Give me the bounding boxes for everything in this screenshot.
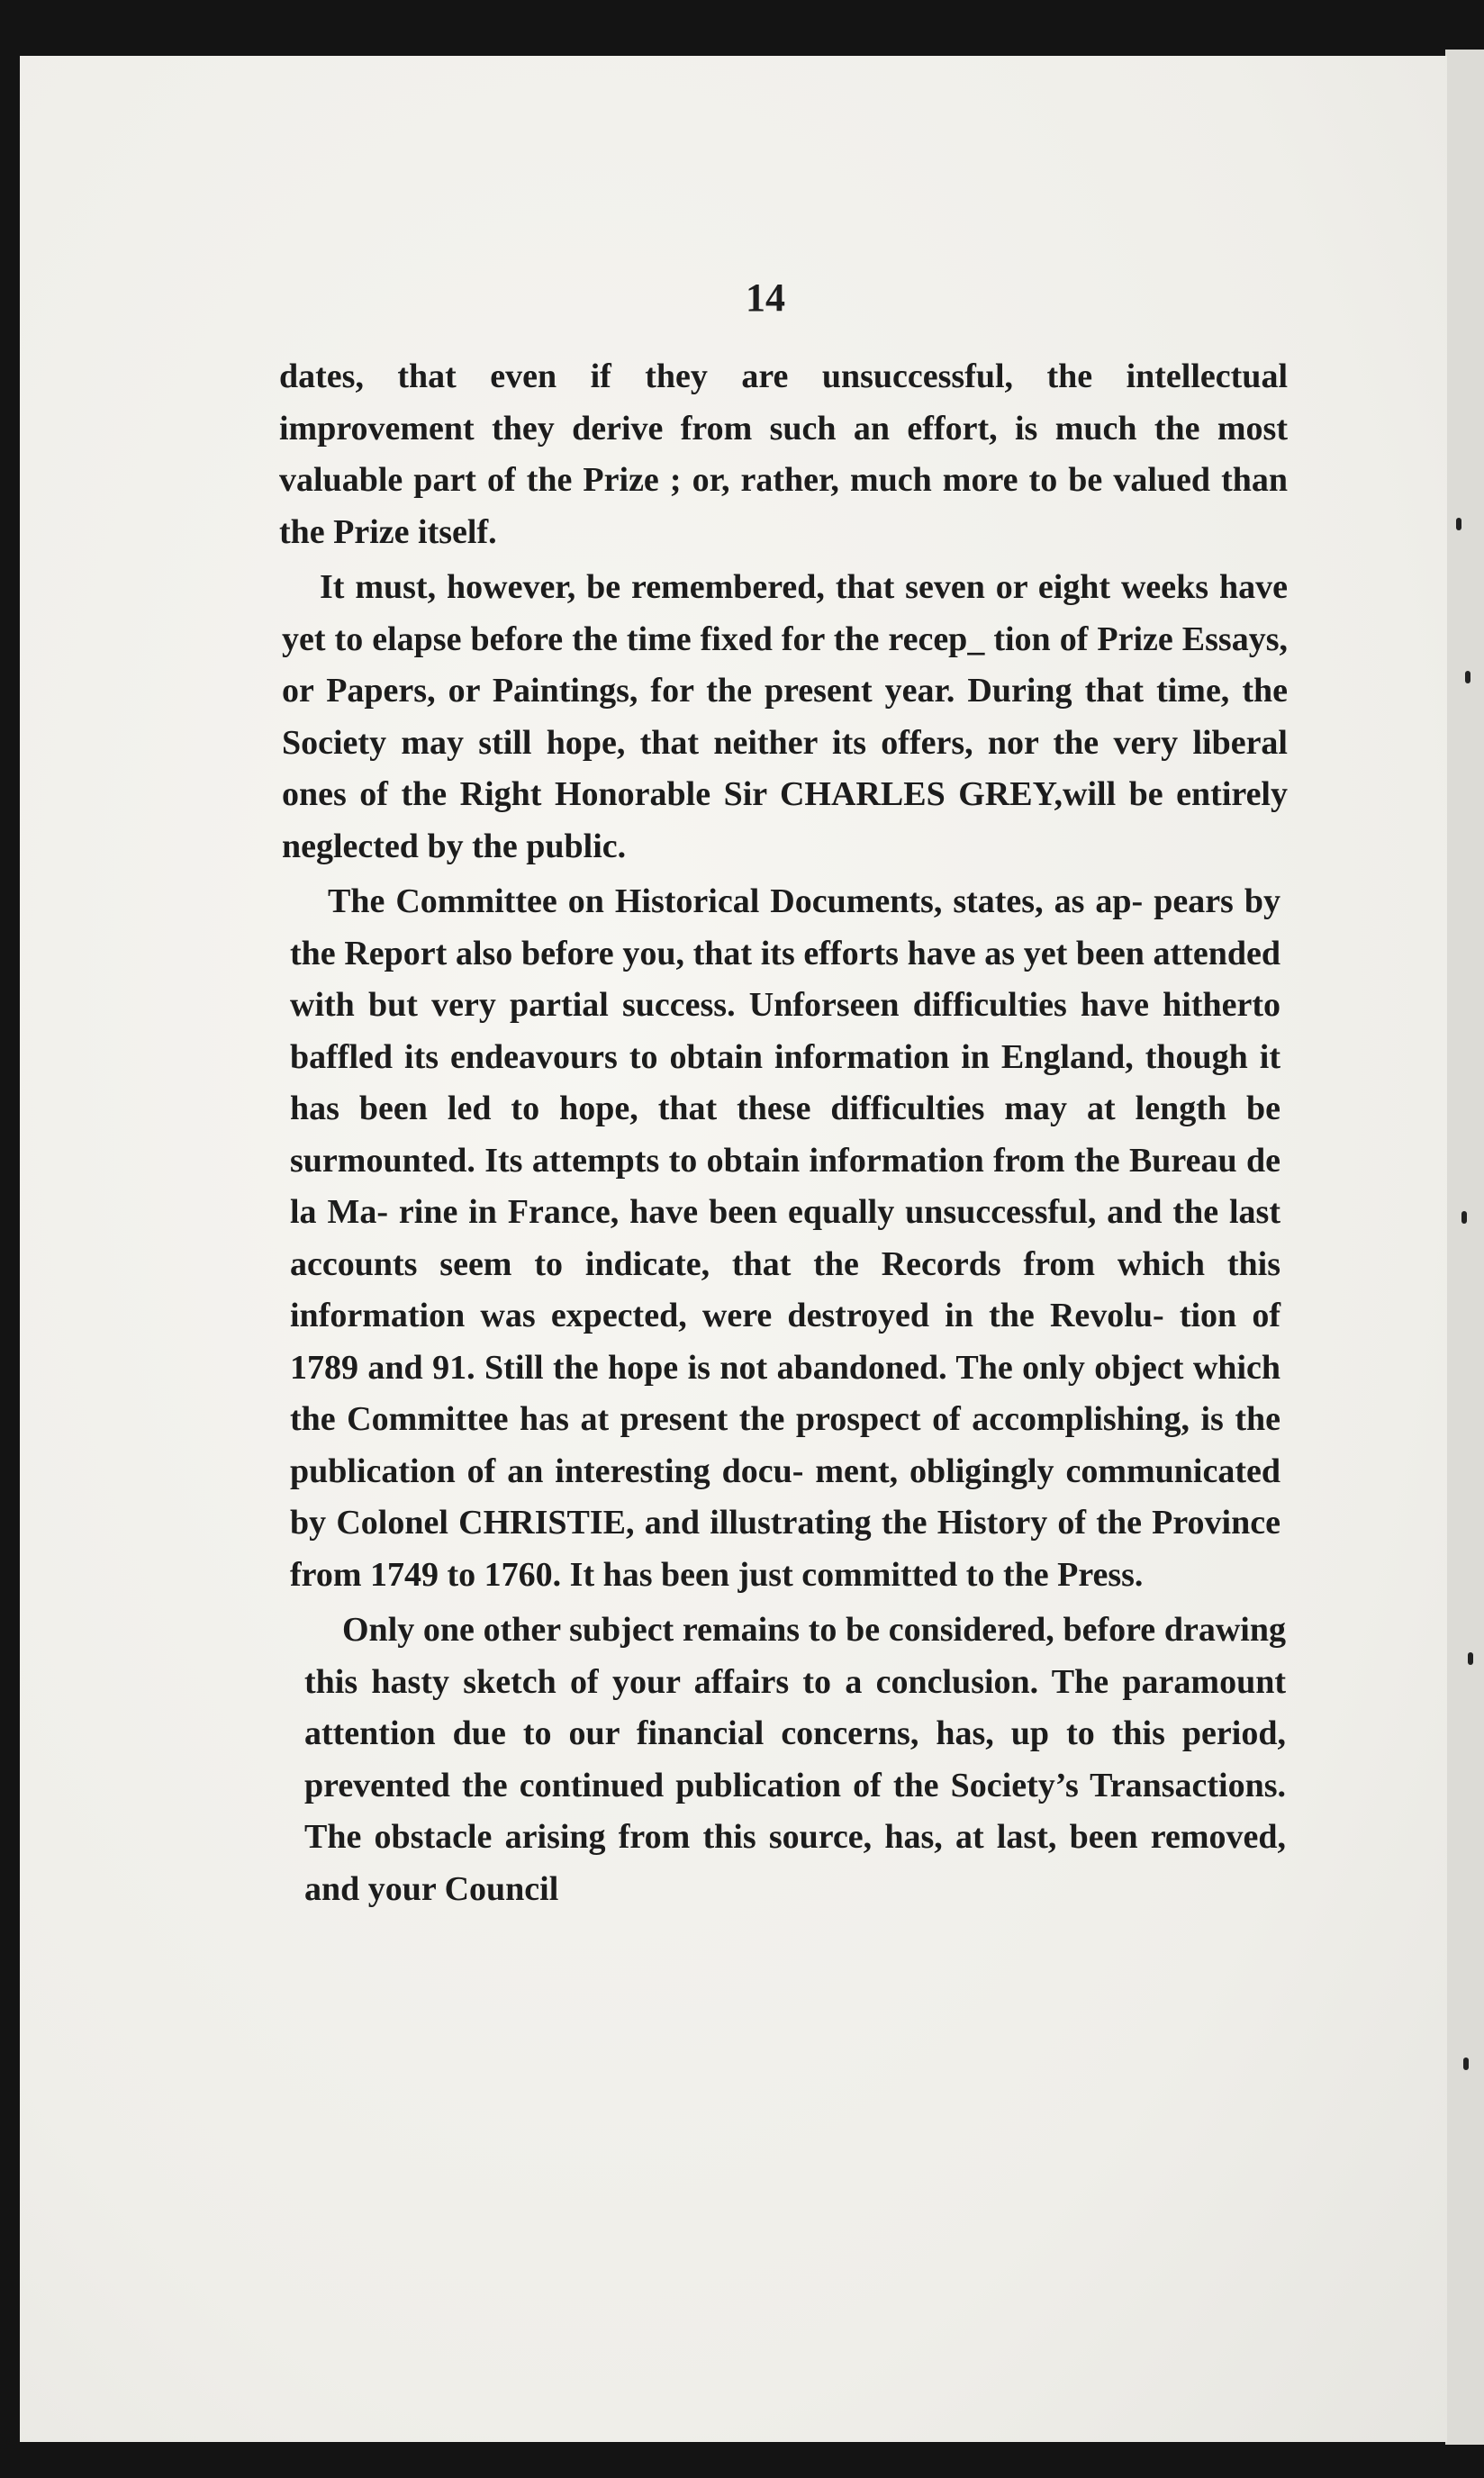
text-line: year. During that time, the Society may still hope, that <box>282 672 1288 762</box>
text-line: illustrating the History of the Province from 1749 to 1760. <box>290 1504 1280 1594</box>
text-line: The Committee on Historical Documents, states, as ap- <box>328 882 1154 920</box>
text-line: The paramount attention due to our financial concerns, <box>304 1662 1286 1752</box>
ink-mark <box>1465 671 1470 683</box>
text-line: neither its offers, nor the very liberal ones of the Right <box>282 723 1288 813</box>
text-line: most valuable part of the Prize ; or, rather, much more to <box>279 409 1288 499</box>
text-line: only object which the Committee has at present the prospect <box>290 1348 1280 1438</box>
page-number: 14 <box>746 276 785 320</box>
text-line: It must, however, be remembered, that seven or eight <box>320 568 1121 606</box>
text-line: of accomplishing, is the publication of an interesting docu- <box>290 1400 1280 1490</box>
text-line: be valued than the Prize itself. <box>279 461 1288 551</box>
page-body <box>279 351 1288 1915</box>
text-line: information in England, though it has been led to hope, <box>290 1037 1281 1127</box>
text-line: accounts seem to indicate, that the Records from which this <box>290 1244 1280 1283</box>
text-line: yet been attended with but very partial success. Unforseen <box>290 934 1281 1024</box>
text-line: tion of 1789 and 91. Still the hope is not abandoned. The <box>290 1297 1280 1387</box>
ink-mark <box>1468 1652 1473 1665</box>
paragraph <box>304 1605 1286 1915</box>
text-line: Only one other subject remains to be considered, before <box>342 1611 1164 1649</box>
text-line: Honorable Sir CHARLES GREY,will be entirely neglected by <box>282 775 1288 865</box>
text-line: this source, has, at last, been removed, and your Council <box>304 1818 1286 1908</box>
text-line: improvement they derive from such an effort, is much the <box>279 409 1217 448</box>
text-line: tion of Prize Essays, or Papers, or Paintings, for the present <box>282 620 1288 710</box>
paragraph <box>282 562 1288 873</box>
text-line: has, up to this period, prevented the continued publication <box>304 1714 1286 1804</box>
text-line: rine in France, have been equally unsuccessful, and the last <box>398 1193 1280 1231</box>
paragraph <box>290 876 1280 1601</box>
text-line: of the Society’s Transactions. The obstacle arising from <box>304 1766 1286 1856</box>
ink-mark <box>1456 518 1461 530</box>
text-line: difficulties have hitherto baffled its endeavours to obtain <box>290 986 1280 1076</box>
text-line: weeks have yet to elapse before the time fixed for the recep_ <box>282 568 1288 658</box>
text-line: dates, that even if they are unsuccessful, the intellectual <box>279 357 1288 395</box>
text-line: It has been just committed to the Press. <box>569 1555 1144 1594</box>
text-line: pears by the Report also before you, that its efforts have as <box>290 882 1280 972</box>
text-line: the public. <box>472 827 627 865</box>
text-line: ment, obligingly communicated by Colonel CHRISTIE, and <box>290 1452 1281 1542</box>
text-line: drawing this hasty sketch of your affairs to a conclusion. <box>304 1611 1286 1701</box>
adjacent-page-edge <box>1445 50 1484 2445</box>
text-line: attempts to obtain information from the Bureau de la Ma- <box>290 1141 1280 1231</box>
text-line: that these difficulties may at length be surmounted. Its <box>290 1090 1280 1180</box>
paragraph <box>279 351 1288 558</box>
ink-mark <box>1461 1211 1467 1224</box>
ink-mark <box>1463 2057 1469 2070</box>
text-line: information was expected, were destroyed in the Revolu- <box>290 1297 1180 1334</box>
